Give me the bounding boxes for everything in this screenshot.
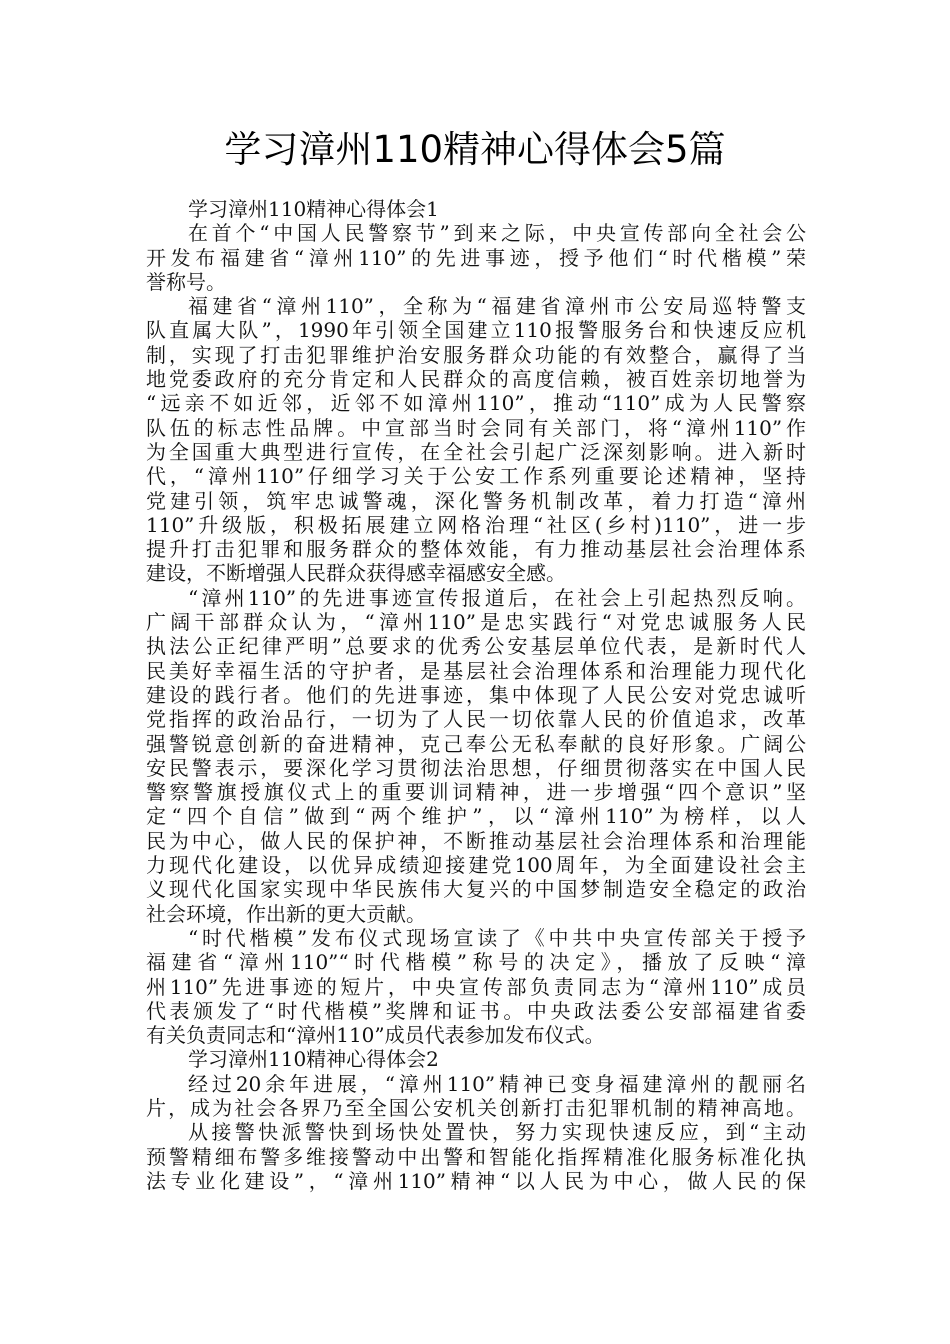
paragraph-first-line: 学习漳州110精神心得体会2 [188, 1047, 439, 1072]
text-line: 队伍的标志性品牌。中宣部当时会同有关部门，将“漳州110”作 [146, 415, 806, 440]
paragraph-first-line: 福建省“漳州110”，全称为“福建省漳州市公安局巡特警支 [188, 294, 806, 319]
paragraph-first-line: 学习漳州110精神心得体会1 [188, 197, 439, 221]
text-line: 队直属大队”，1990年引领全国建立110报警服务台和快速反应机 [146, 318, 806, 343]
text-line: 代，“漳州110”仔细学习关于公安工作系列重要论述精神，坚持 [146, 464, 806, 489]
paragraph-first-line: 在首个“中国人民警察节”到来之际，中央宣传部向全社会公 [188, 221, 806, 246]
text-line: “远亲不如近邻，近邻不如漳州110”，推动“110”成为人民警察 [146, 391, 806, 416]
text-line: 建设，不断增强人民群众获得感幸福感安全感。 [146, 561, 566, 586]
text-line: 预警精细布警多维接警动中出警和智能化指挥精准化服务标准化执 [146, 1144, 806, 1169]
text-line: 代表颁发了“时代楷模”奖牌和证书。中央政法委公安部福建省委 [146, 998, 806, 1023]
text-line: 地党委政府的充分肯定和人民群众的高度信赖，被百姓亲切地誉为 [146, 367, 806, 392]
text-line: 党指挥的政治品行，一切为了人民一切依靠人民的价值追求，改革 [146, 707, 806, 732]
text-line: 誉称号。 [146, 269, 226, 294]
text-line: 片，成为社会各界乃至全国公安机关创新打击犯罪机制的精神高地。 [146, 1095, 806, 1120]
text-line: 为全国重大典型进行宣传，在全社会引起广泛深刻影响。进入新时 [146, 439, 806, 464]
text-line: 有关负责同志和“漳州110”成员代表参加发布仪式。 [146, 1023, 605, 1048]
text-line: 福建省“漳州110”“时代楷模”称号的决定》，播放了反映“漳 [146, 950, 806, 975]
text-line: 州110”先进事迹的短片，中央宣传部负责同志为“漳州110”成员 [146, 974, 806, 999]
document-body [146, 197, 806, 1193]
text-line: 广阔干部群众认为，“漳州110”是忠实践行“对党忠诚服务人民 [146, 610, 806, 635]
paragraph-first-line: 经过20余年进展，“漳州110”精神已变身福建漳州的靓丽名 [188, 1071, 806, 1096]
text-line: 力现代化建设，以优异成绩迎接建党100周年，为全面建设社会主 [146, 853, 806, 878]
paragraph-first-line: “时代楷模”发布仪式现场宣读了《中共中央宣传部关于授予 [188, 925, 806, 950]
text-line: 提升打击犯罪和服务群众的整体效能，有力推动基层社会治理体系 [146, 537, 806, 562]
text-line: 执法公正纪律严明”总要求的优秀公安基层单位代表，是新时代人 [146, 634, 806, 659]
document-title: 学习漳州110精神心得体会5篇 [224, 128, 726, 171]
text-line: 法专业化建设”，“漳州110”精神“以人民为中心，做人民的保 [146, 1168, 806, 1193]
text-line: 党建引领，筑牢忠诚警魂，深化警务机制改革，着力打造“漳州 [146, 488, 806, 513]
paragraph-first-line: 从接警快派警快到场快处置快，努力实现快速反应，到“主动 [188, 1120, 806, 1145]
text-line: 安民警表示，要深化学习贯彻法治思想，仔细贯彻落实在中国人民 [146, 755, 806, 780]
text-line: 110”升级版，积极拓展建立网格治理“社区(乡村)110”，进一步 [146, 512, 806, 537]
paragraph-first-line: “漳州110”的先进事迹宣传报道后，在社会上引起热烈反响。 [188, 585, 806, 610]
text-line: 开发布福建省“漳州110”的先进事迹，授予他们“时代楷模”荣 [146, 245, 806, 270]
text-line: 建设的践行者。他们的先进事迹，集中体现了人民公安对党忠诚听 [146, 682, 806, 707]
text-line: 定“四个自信”做到“两个维护”，以“漳州110”为榜样，以人 [146, 804, 806, 829]
text-line: 民为中心，做人民的保护神，不断推动基层社会治理体系和治理能 [146, 828, 806, 853]
text-line: 义现代化国家实现中华民族伟大复兴的中国梦制造安全稳定的政治 [146, 877, 806, 902]
text-line: 强警锐意创新的奋进精神，克己奉公无私奉献的良好形象。广阔公 [146, 731, 806, 756]
text-line: 社会环境，作出新的更大贡献。 [146, 901, 426, 926]
text-line: 制，实现了打击犯罪维护治安服务群众功能的有效整合，赢得了当 [146, 342, 806, 367]
text-line: 警察警旗授旗仪式上的重要训词精神，进一步增强“四个意识”坚 [146, 780, 806, 805]
text-line: 民美好幸福生活的守护者，是基层社会治理体系和治理能力现代化 [146, 658, 806, 683]
